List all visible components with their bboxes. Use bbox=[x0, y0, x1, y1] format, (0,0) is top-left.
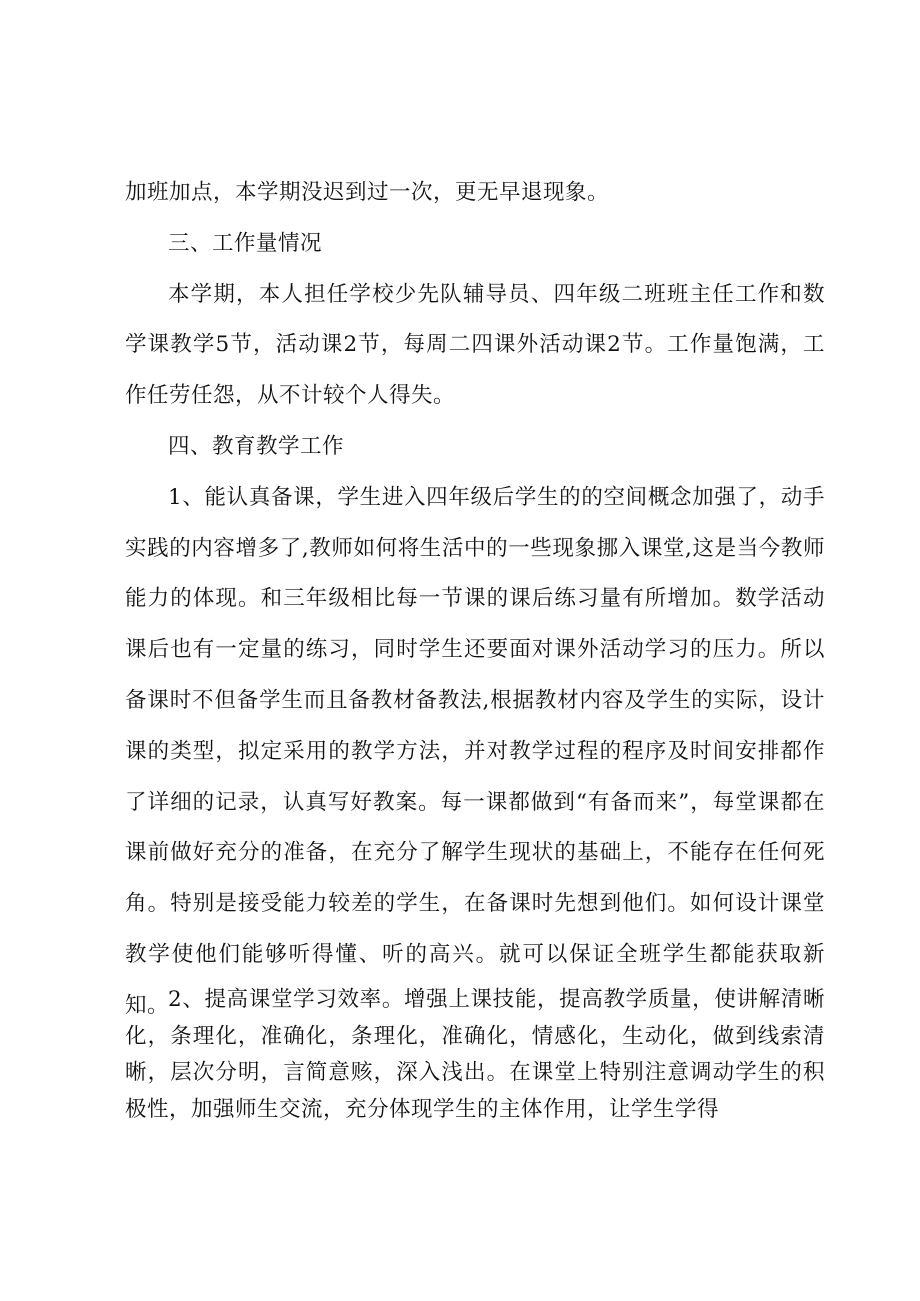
workload-paragraph: 本学期，本人担任学校少先队辅导员、四年级二班班主任工作和数学课教学5节，活动课2节，每周二四课外活动课2节。工作量饱满，工作任劳任怨，从不计较个人得失。 bbox=[125, 281, 825, 409]
continuation-paragraph: 加班加点，本学期没迟到过一次，更无早退现象。 bbox=[125, 180, 610, 205]
section-heading-workload: 三、工作量情况 bbox=[168, 230, 323, 256]
section-heading-teaching: 四、教育教学工作 bbox=[168, 433, 345, 459]
lesson-prep-paragraph: 1、能认真备课，学生进入四年级后学生的的空间概念加强了，动手实践的内容增多了,教师如何将生活中的一些现象挪入课堂,这是当今教师能力的体现。和三年级相比每一节课的课后练习量有所增加。数学活动课后也有一定量的练习，同时学生还要面对课外活动学习的压力。所以备课时不但备学生而且备教材备教法,根据教材内容及学生的实际，设计课的类型，拟定采用的教学方法，并对教学过程的程序及时间安排都作了详细的记录，认真写好教案。每一课都做到“有备而来”，每堂课都在课前做好充分的准备，在充分了解学生现状的基础上，不能存在任何死角。特别是接受能力较差的学生，在备课时先想到他们。如何设计课堂教学使他们能够听得懂、听的高兴。就可以保证全班学生都能获取新知。 bbox=[125, 484, 825, 1018]
lower-text-block bbox=[125, 982, 825, 1128]
upper-text-block bbox=[125, 168, 825, 1032]
classroom-efficiency-paragraph: 2、提高课堂学习效率。增强上课技能，提高教学质量，使讲解清晰化，条理化，准确化，条理化，准确化，情感化，生动化，做到线索清晰，层次分明，言简意赅，深入浅出。在课堂上特别注意调动学生的积极性，加强师生交流，充分体现学生的主体作用，让学生学得 bbox=[125, 987, 825, 1122]
